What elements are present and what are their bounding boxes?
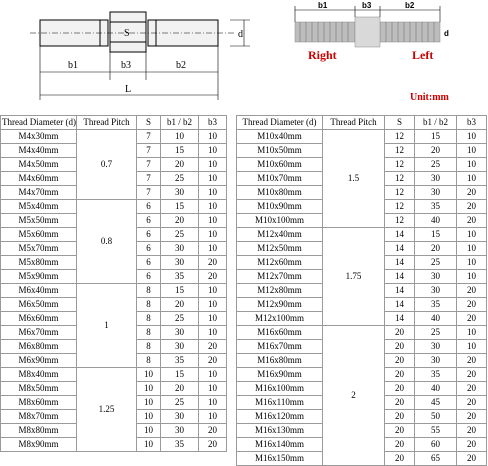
cell-s: 12 — [385, 158, 415, 172]
diagram-label-b2: b2 — [176, 60, 186, 71]
table-row — [1, 200, 227, 214]
cell-b1-b2: 30 — [415, 270, 457, 284]
cell-s: 20 — [385, 354, 415, 368]
cell-thread-diameter: M12x100mm — [237, 312, 323, 326]
cell-thread-diameter: M5x70mm — [1, 242, 77, 256]
cell-thread-pitch: 2 — [323, 326, 385, 466]
table-header-row — [237, 116, 487, 130]
cell-thread-pitch: 1.75 — [323, 228, 385, 326]
cell-b1-b2: 15 — [161, 368, 199, 382]
header-thread-pitch: Thread Pitch — [77, 116, 137, 130]
cell-b1-b2: 30 — [161, 424, 199, 438]
cell-b1-b2: 25 — [161, 312, 199, 326]
cell-b1-b2: 45 — [415, 396, 457, 410]
cell-b3: 10 — [199, 186, 227, 200]
cell-thread-diameter: M12x40mm — [237, 228, 323, 242]
cell-s: 20 — [385, 452, 415, 466]
spec-table-right — [236, 115, 487, 466]
cell-s: 6 — [137, 228, 161, 242]
cell-thread-diameter: M10x90mm — [237, 200, 323, 214]
cell-thread-diameter: M4x70mm — [1, 186, 77, 200]
cell-b1-b2: 40 — [415, 312, 457, 326]
cell-b1-b2: 40 — [415, 382, 457, 396]
photo-label-b2: b2 — [405, 1, 415, 10]
cell-b3: 10 — [199, 396, 227, 410]
cell-b3: 10 — [199, 410, 227, 424]
cell-s: 20 — [385, 424, 415, 438]
header-thread-pitch: Thread Pitch — [323, 116, 385, 130]
header-s: S — [137, 116, 161, 130]
cell-thread-diameter: M5x90mm — [1, 270, 77, 284]
cell-b1-b2: 15 — [415, 228, 457, 242]
cell-b1-b2: 35 — [161, 354, 199, 368]
cell-s: 8 — [137, 284, 161, 298]
cell-thread-diameter: M10x50mm — [237, 144, 323, 158]
cell-s: 6 — [137, 270, 161, 284]
cell-s: 14 — [385, 270, 415, 284]
cell-thread-diameter: M10x80mm — [237, 186, 323, 200]
cell-s: 10 — [137, 396, 161, 410]
cell-b1-b2: 35 — [415, 298, 457, 312]
cell-thread-diameter: M16x80mm — [237, 354, 323, 368]
cell-b1-b2: 35 — [415, 368, 457, 382]
cell-s: 14 — [385, 284, 415, 298]
cell-s: 12 — [385, 144, 415, 158]
cell-thread-diameter: M4x30mm — [1, 130, 77, 144]
cell-b3: 20 — [457, 410, 487, 424]
cell-s: 8 — [137, 326, 161, 340]
cell-b3: 10 — [199, 382, 227, 396]
cell-b3: 10 — [457, 242, 487, 256]
cell-b3: 10 — [199, 326, 227, 340]
diagram-label-b1: b1 — [68, 60, 78, 71]
cell-b1-b2: 20 — [161, 214, 199, 228]
cell-thread-diameter: M6x70mm — [1, 326, 77, 340]
header-b1-b2: b1 / b2 — [415, 116, 457, 130]
cell-b1-b2: 30 — [415, 354, 457, 368]
cell-s: 14 — [385, 312, 415, 326]
cell-thread-diameter: M16x110mm — [237, 396, 323, 410]
cell-b1-b2: 40 — [415, 214, 457, 228]
cell-b1-b2: 15 — [415, 130, 457, 144]
cell-b1-b2: 30 — [161, 256, 199, 270]
cell-b3: 20 — [457, 438, 487, 452]
cell-b1-b2: 20 — [161, 158, 199, 172]
cell-b3: 20 — [457, 284, 487, 298]
cell-thread-diameter: M5x60mm — [1, 228, 77, 242]
diagram-label-L: L — [125, 84, 132, 95]
cell-b1-b2: 55 — [415, 424, 457, 438]
cell-thread-diameter: M10x70mm — [237, 172, 323, 186]
cell-thread-pitch: 1.25 — [77, 368, 137, 452]
cell-s: 20 — [385, 382, 415, 396]
header-b1-b2: b1 / b2 — [161, 116, 199, 130]
cell-b1-b2: 15 — [161, 200, 199, 214]
cell-s: 12 — [385, 200, 415, 214]
cell-s: 8 — [137, 312, 161, 326]
cell-b1-b2: 25 — [415, 326, 457, 340]
cell-b3: 10 — [199, 158, 227, 172]
cell-s: 12 — [385, 214, 415, 228]
cell-thread-diameter: M6x80mm — [1, 340, 77, 354]
cell-b1-b2: 15 — [161, 284, 199, 298]
cell-b3: 10 — [199, 172, 227, 186]
cell-b1-b2: 50 — [415, 410, 457, 424]
cell-thread-diameter: M16x60mm — [237, 326, 323, 340]
cell-b3: 10 — [199, 284, 227, 298]
cell-s: 10 — [137, 438, 161, 452]
table-row — [237, 130, 487, 144]
cell-b3: 20 — [457, 214, 487, 228]
unit-label: Unit:mm — [410, 92, 449, 103]
cell-b3: 10 — [199, 200, 227, 214]
cell-b3: 10 — [457, 270, 487, 284]
cell-s: 7 — [137, 130, 161, 144]
cell-s: 6 — [137, 214, 161, 228]
cell-thread-diameter: M6x40mm — [1, 284, 77, 298]
cell-b1-b2: 35 — [161, 438, 199, 452]
cell-b3: 10 — [457, 158, 487, 172]
cell-thread-diameter: M16x100mm — [237, 382, 323, 396]
cell-b3: 20 — [199, 340, 227, 354]
cell-s: 20 — [385, 326, 415, 340]
cell-b3: 10 — [457, 130, 487, 144]
cell-thread-diameter: M16x120mm — [237, 410, 323, 424]
photo-label-b3: b3 — [362, 1, 372, 10]
cell-thread-diameter: M8x50mm — [1, 382, 77, 396]
cell-s: 7 — [137, 186, 161, 200]
cell-b3: 20 — [199, 270, 227, 284]
cell-b3: 20 — [199, 438, 227, 452]
cell-s: 12 — [385, 172, 415, 186]
cell-b3: 20 — [457, 298, 487, 312]
cell-b1-b2: 20 — [415, 242, 457, 256]
cell-s: 7 — [137, 172, 161, 186]
photo-label-d: d — [444, 29, 449, 38]
cell-s: 12 — [385, 186, 415, 200]
cell-thread-pitch: 0.8 — [77, 200, 137, 284]
cell-b3: 10 — [457, 228, 487, 242]
cell-b3: 10 — [199, 312, 227, 326]
cell-b3: 10 — [457, 144, 487, 158]
cell-thread-diameter: M10x100mm — [237, 214, 323, 228]
cell-thread-diameter: M5x40mm — [1, 200, 77, 214]
table-row — [1, 130, 227, 144]
cell-thread-diameter: M6x60mm — [1, 312, 77, 326]
header-thread-diameter: Thread Diameter (d) — [237, 116, 323, 130]
cell-b3: 10 — [199, 228, 227, 242]
header-s: S — [385, 116, 415, 130]
cell-b1-b2: 30 — [415, 284, 457, 298]
table-row — [1, 368, 227, 382]
cell-thread-diameter: M4x50mm — [1, 158, 77, 172]
cell-thread-diameter: M10x60mm — [237, 158, 323, 172]
cell-b1-b2: 30 — [415, 340, 457, 354]
cell-thread-diameter: M16x90mm — [237, 368, 323, 382]
cell-b3: 10 — [199, 144, 227, 158]
cell-thread-diameter: M16x140mm — [237, 438, 323, 452]
cell-thread-diameter: M12x50mm — [237, 242, 323, 256]
cell-b3: 20 — [457, 200, 487, 214]
photo-label-right: Right — [308, 48, 337, 62]
cell-s: 6 — [137, 256, 161, 270]
cell-b1-b2: 25 — [415, 158, 457, 172]
header-b3: b3 — [457, 116, 487, 130]
cell-b1-b2: 25 — [161, 228, 199, 242]
cell-b1-b2: 20 — [415, 144, 457, 158]
header-thread-diameter: Thread Diameter (d) — [1, 116, 77, 130]
cell-b3: 10 — [199, 368, 227, 382]
cell-s: 14 — [385, 298, 415, 312]
cell-thread-pitch: 1 — [77, 284, 137, 368]
cell-thread-diameter: M12x80mm — [237, 284, 323, 298]
cell-s: 20 — [385, 438, 415, 452]
photo-label-b1: b1 — [318, 1, 328, 10]
cell-thread-diameter: M5x50mm — [1, 214, 77, 228]
cell-b1-b2: 30 — [161, 242, 199, 256]
diagram-label-s: S — [124, 28, 130, 39]
cell-thread-diameter: M16x130mm — [237, 424, 323, 438]
cell-s: 20 — [385, 340, 415, 354]
cell-thread-diameter: M8x90mm — [1, 438, 77, 452]
cell-b3: 10 — [199, 214, 227, 228]
cell-b1-b2: 30 — [161, 186, 199, 200]
cell-b3: 20 — [457, 396, 487, 410]
cell-b1-b2: 20 — [161, 382, 199, 396]
cell-b1-b2: 35 — [161, 270, 199, 284]
cell-b1-b2: 30 — [161, 340, 199, 354]
cell-b1-b2: 30 — [415, 172, 457, 186]
cell-thread-pitch: 1.5 — [323, 130, 385, 228]
cell-thread-diameter: M4x60mm — [1, 172, 77, 186]
cell-b1-b2: 20 — [161, 298, 199, 312]
cell-thread-diameter: M10x40mm — [237, 130, 323, 144]
cell-s: 8 — [137, 298, 161, 312]
cell-thread-diameter: M6x50mm — [1, 298, 77, 312]
cell-s: 10 — [137, 424, 161, 438]
cell-thread-pitch: 0.7 — [77, 130, 137, 200]
cell-s: 14 — [385, 228, 415, 242]
cell-b1-b2: 25 — [415, 256, 457, 270]
cell-s: 20 — [385, 396, 415, 410]
cell-thread-diameter: M8x60mm — [1, 396, 77, 410]
cell-b3: 20 — [457, 368, 487, 382]
diagram-label-b3: b3 — [121, 60, 131, 71]
table-row — [237, 228, 487, 242]
header-b3: b3 — [199, 116, 227, 130]
cell-s: 12 — [385, 130, 415, 144]
cell-s: 20 — [385, 368, 415, 382]
cell-b3: 20 — [199, 424, 227, 438]
cell-thread-diameter: M5x80mm — [1, 256, 77, 270]
cell-b3: 20 — [457, 354, 487, 368]
table-row — [1, 284, 227, 298]
cell-b3: 20 — [457, 186, 487, 200]
cell-b1-b2: 35 — [415, 200, 457, 214]
cell-b3: 20 — [457, 452, 487, 466]
cell-b3: 10 — [199, 298, 227, 312]
cell-thread-diameter: M8x40mm — [1, 368, 77, 382]
cell-b3: 10 — [457, 340, 487, 354]
cell-thread-diameter: M6x90mm — [1, 354, 77, 368]
cell-b3: 20 — [199, 256, 227, 270]
cell-s: 10 — [137, 410, 161, 424]
cell-b1-b2: 10 — [161, 130, 199, 144]
cell-thread-diameter: M16x150mm — [237, 452, 323, 466]
cell-thread-diameter: M16x70mm — [237, 340, 323, 354]
cell-b1-b2: 30 — [415, 186, 457, 200]
cell-b3: 10 — [457, 326, 487, 340]
cell-b3: 10 — [199, 242, 227, 256]
cell-b3: 20 — [457, 424, 487, 438]
cell-b3: 10 — [199, 130, 227, 144]
cell-b3: 10 — [457, 172, 487, 186]
cell-b1-b2: 25 — [161, 172, 199, 186]
cell-s: 7 — [137, 144, 161, 158]
cell-b1-b2: 60 — [415, 438, 457, 452]
diagram-label-d: d — [238, 29, 243, 40]
cell-thread-diameter: M8x70mm — [1, 410, 77, 424]
cell-s: 6 — [137, 200, 161, 214]
cell-b3: 20 — [199, 354, 227, 368]
cell-b1-b2: 65 — [415, 452, 457, 466]
cell-b3: 20 — [457, 382, 487, 396]
spec-table-left — [0, 115, 227, 452]
cell-s: 14 — [385, 242, 415, 256]
photo-label-left: Left — [412, 48, 434, 62]
cell-thread-diameter: M8x80mm — [1, 424, 77, 438]
cell-b1-b2: 15 — [161, 144, 199, 158]
cell-s: 8 — [137, 340, 161, 354]
cell-thread-diameter: M12x60mm — [237, 256, 323, 270]
cell-b3: 10 — [457, 256, 487, 270]
cell-s: 10 — [137, 368, 161, 382]
cell-thread-diameter: M4x40mm — [1, 144, 77, 158]
cell-b1-b2: 30 — [161, 410, 199, 424]
cell-thread-diameter: M12x90mm — [237, 298, 323, 312]
stud-bolt-diagram — [0, 0, 250, 110]
cell-s: 6 — [137, 242, 161, 256]
cell-thread-diameter: M12x70mm — [237, 270, 323, 284]
cell-b1-b2: 25 — [161, 396, 199, 410]
cell-s: 8 — [137, 354, 161, 368]
cell-s: 20 — [385, 410, 415, 424]
cell-b3: 20 — [457, 312, 487, 326]
cell-s: 10 — [137, 382, 161, 396]
cell-s: 14 — [385, 256, 415, 270]
table-header-row — [1, 116, 227, 130]
table-row — [237, 326, 487, 340]
cell-s: 7 — [137, 158, 161, 172]
cell-b1-b2: 30 — [161, 326, 199, 340]
